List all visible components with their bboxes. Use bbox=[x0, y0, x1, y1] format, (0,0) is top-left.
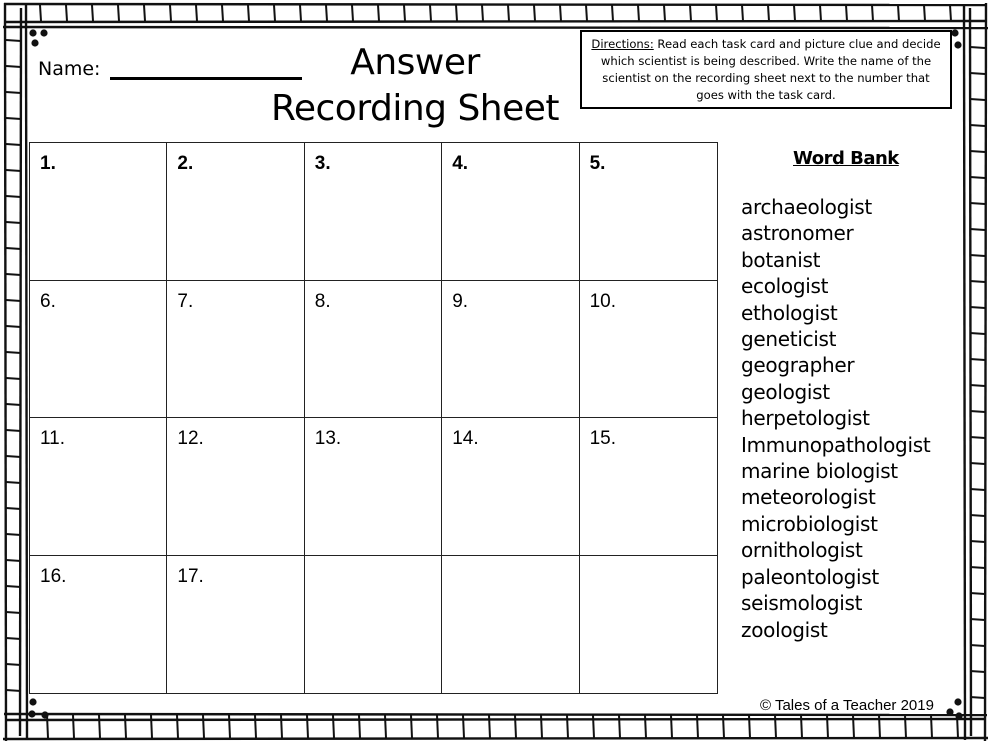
directions-label: Directions: bbox=[591, 37, 654, 51]
answer-cell[interactable]: 6. bbox=[30, 281, 167, 419]
answer-cell[interactable]: 17. bbox=[167, 556, 304, 694]
answer-cell[interactable]: 14. bbox=[442, 418, 579, 556]
word-bank-title: Word Bank bbox=[793, 148, 899, 169]
answer-cell[interactable]: 8. bbox=[305, 281, 442, 419]
answer-cell[interactable]: 16. bbox=[30, 556, 167, 694]
word-bank-item: paleontologist bbox=[741, 564, 879, 589]
answer-cell[interactable]: 1. bbox=[30, 143, 167, 281]
word-bank-item: microbiologist bbox=[741, 511, 878, 536]
word-bank-item: astronomer bbox=[741, 221, 854, 246]
answer-cell[interactable] bbox=[305, 556, 442, 694]
answer-grid bbox=[29, 142, 718, 694]
word-bank-item: seismologist bbox=[741, 591, 863, 616]
directions-box bbox=[580, 30, 952, 109]
word-bank-item: geographer bbox=[741, 353, 855, 378]
answer-cell[interactable]: 13. bbox=[305, 418, 442, 556]
answer-cell[interactable]: 15. bbox=[580, 418, 717, 556]
word-bank-item: zoologist bbox=[741, 617, 828, 642]
word-bank-item: geneticist bbox=[741, 327, 837, 352]
answer-cell[interactable]: 11. bbox=[30, 418, 167, 556]
answer-cell[interactable]: 3. bbox=[305, 143, 442, 281]
answer-cell[interactable] bbox=[442, 556, 579, 694]
name-label: Name: bbox=[38, 58, 101, 80]
answer-cell[interactable]: 12. bbox=[167, 418, 304, 556]
answer-cell[interactable]: 7. bbox=[167, 281, 304, 419]
word-bank-item: ornithologist bbox=[741, 538, 863, 563]
word-bank-item: Immunopathologist bbox=[741, 432, 931, 457]
answer-cell[interactable]: 5. bbox=[580, 143, 717, 281]
word-bank-item: geologist bbox=[741, 379, 830, 404]
title-line-2: Recording Sheet bbox=[270, 88, 560, 129]
word-bank-item: marine biologist bbox=[741, 459, 898, 484]
directions-text: Read each task card and picture clue and decide which scientist is being described. Write the name of the scientist on the recording sheet next to the number that goes with the task card. bbox=[600, 37, 941, 102]
word-bank-item: meteorologist bbox=[741, 485, 876, 510]
word-bank-item: ethologist bbox=[741, 300, 838, 325]
answer-cell[interactable] bbox=[580, 556, 717, 694]
copyright-text: © Tales of a Teacher 2019 bbox=[760, 697, 934, 714]
page-title bbox=[250, 40, 580, 132]
answer-cell[interactable]: 2. bbox=[167, 143, 304, 281]
word-bank-item: botanist bbox=[741, 247, 821, 272]
word-bank-list bbox=[741, 194, 930, 643]
word-bank-item: ecologist bbox=[741, 274, 829, 299]
word-bank-item: herpetologist bbox=[741, 406, 870, 431]
title-line-1: Answer bbox=[350, 42, 480, 83]
answer-cell[interactable]: 10. bbox=[580, 281, 717, 419]
answer-cell[interactable]: 4. bbox=[442, 143, 579, 281]
word-bank-item: archaeologist bbox=[741, 195, 872, 219]
answer-cell[interactable]: 9. bbox=[442, 281, 579, 419]
